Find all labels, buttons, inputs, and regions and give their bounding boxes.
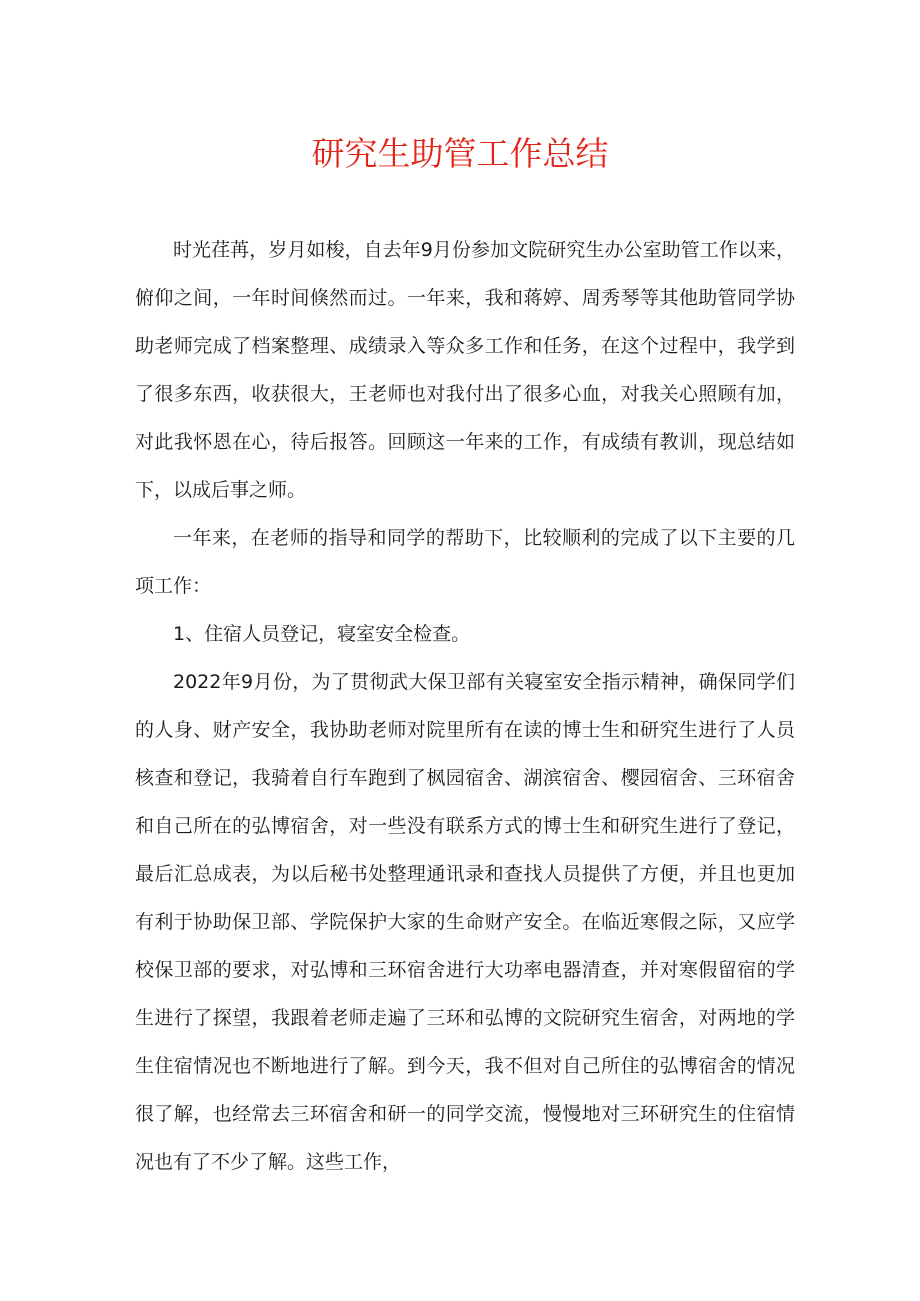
paragraph-intro: 时光荏苒，岁月如梭，自去年9月份参加文院研究生办公室助管工作以来，俯仰之间，一年时间倏然而过。一年来，我和蒋婷、周秀琴等其他助管同学协助老师完成了档案整理、成绩录入等众多工作和任务，在这个过程中，我学到了很多东西，收获很大，王老师也对我付出了很多心血，对我关心照顾有加，对此我怀恩在心，待后报答。回顾这一年来的工作，有成绩有教训，现总结如下，以成后事之师。 <box>135 239 795 501</box>
document-title: 研究生助管工作总结 <box>311 134 609 173</box>
paragraph-summary: 一年来，在老师的指导和同学的帮助下，比较顺利的完成了以下主要的几项工作： <box>135 527 795 597</box>
document-body <box>135 226 795 1186</box>
section-heading-1: 1、住宿人员登记，寝室安全检查。 <box>173 623 471 645</box>
paragraph-section-1: 2022年9月份，为了贯彻武大保卫部有关寝室安全指示精神，确保同学们的人身、财产安全，我协助老师对院里所有在读的博士生和研究生进行了人员核查和登记，我骑着自行车跑到了枫园宿舍、湖滨宿舍、樱园宿舍、三环宿舍和自己所在的弘博宿舍，对一些没有联系方式的博士生和研究生进行了登记，最后汇总成表，为以后秘书处整理通讯录和查找人员提供了方便，并且也更加有利于协助保卫部、学院保护大家的生命财产安全。在临近寒假之际，又应学校保卫部的要求，对弘博和三环宿舍进行大功率电器清查，并对寒假留宿的学生进行了探望，我跟着老师走遍了三环和弘博的文院研究生宿舍，对两地的学生住宿情况也不断地进行了解。到今天，我不但对自己所住的弘博宿舍的情况很了解，也经常去三环宿舍和研一的同学交流，慢慢地对三环研究生的住宿情况也有了不少了解。这些工作， <box>135 671 795 1173</box>
